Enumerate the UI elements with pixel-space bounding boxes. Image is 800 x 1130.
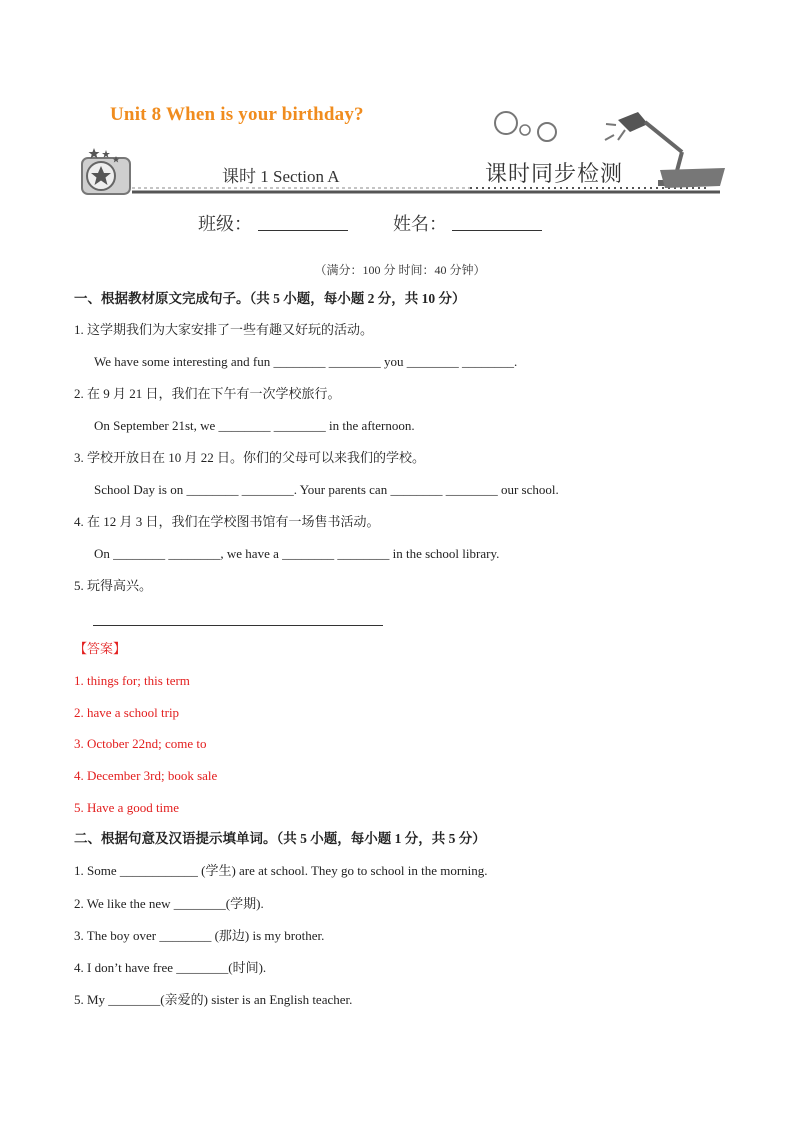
class-label: 班级： [198,214,252,235]
unit-title: Unit 8 When is your birthday? [110,104,364,125]
section1-q1-cn: 1. 这学期我们为大家安排了一些有趣又好玩的活动。 [74,322,374,337]
section2-q2: 2. We like the new ________(学期). [74,896,264,911]
score-time-info: （满分：100 分 时间：40 分钟） [314,263,486,277]
star-badge-icon [82,148,130,194]
answer-item: 5. Have a good time [74,800,180,815]
name-label: 姓名： [393,214,447,235]
section1-q3-en: School Day is on ________ ________. Your parents can ________ ________ our school. [94,482,559,497]
section1-q4-cn: 4. 在 12 月 3 日，我们在学校图书馆有一场售书活动。 [74,514,380,529]
answer-item: 2. have a school trip [74,705,180,720]
section1-q5-answer-line[interactable] [93,625,383,626]
answer-label: 【答案】 [74,641,127,656]
sync-test-label: 课时同步检测 [485,162,624,187]
name-field[interactable] [452,230,542,231]
section1-q5-cn: 5. 玩得高兴。 [74,578,153,593]
section1-q2-en: On September 21st, we ________ ________ in the afternoon. [94,418,415,433]
section1-q3-cn: 3. 学校开放日在 10 月 22 日。你们的父母可以来我们的学校。 [74,450,426,465]
class-field[interactable] [258,230,348,231]
section2-q1: 1. Some ____________ (学生) are at school. They go to school in the morning. [74,863,488,878]
answer-item: 3. October 22nd; come to [74,736,207,751]
section1-q2-cn: 2. 在 9 月 21 日，我们在下午有一次学校旅行。 [74,386,341,401]
answer-item: 1. things for; this term [74,673,190,688]
section2-q5: 5. My ________(亲爱的) sister is an English teacher. [74,992,353,1007]
header-banner [70,110,730,200]
section1-heading: 一、根据教材原文完成句子。（共 5 小题，每小题 2 分，共 10 分） [74,291,466,306]
section1-q4-en: On ________ ________, we have a ________ ________ in the school library. [94,546,500,561]
lesson-label: 课时 1 Section A [222,167,340,186]
section1-q1-en: We have some interesting and fun ________ ________ you ________ ________. [94,354,518,369]
section2-heading: 二、根据句意及汉语提示填单词。（共 5 小题，每小题 1 分，共 5 分） [74,831,486,846]
section2-q3: 3. The boy over ________ (那边) is my brother. [74,928,325,943]
answer-item: 4. December 3rd; book sale [74,768,218,783]
bubbles-icon [495,112,556,141]
section2-q4: 4. I don’t have free ________(时间). [74,960,267,975]
